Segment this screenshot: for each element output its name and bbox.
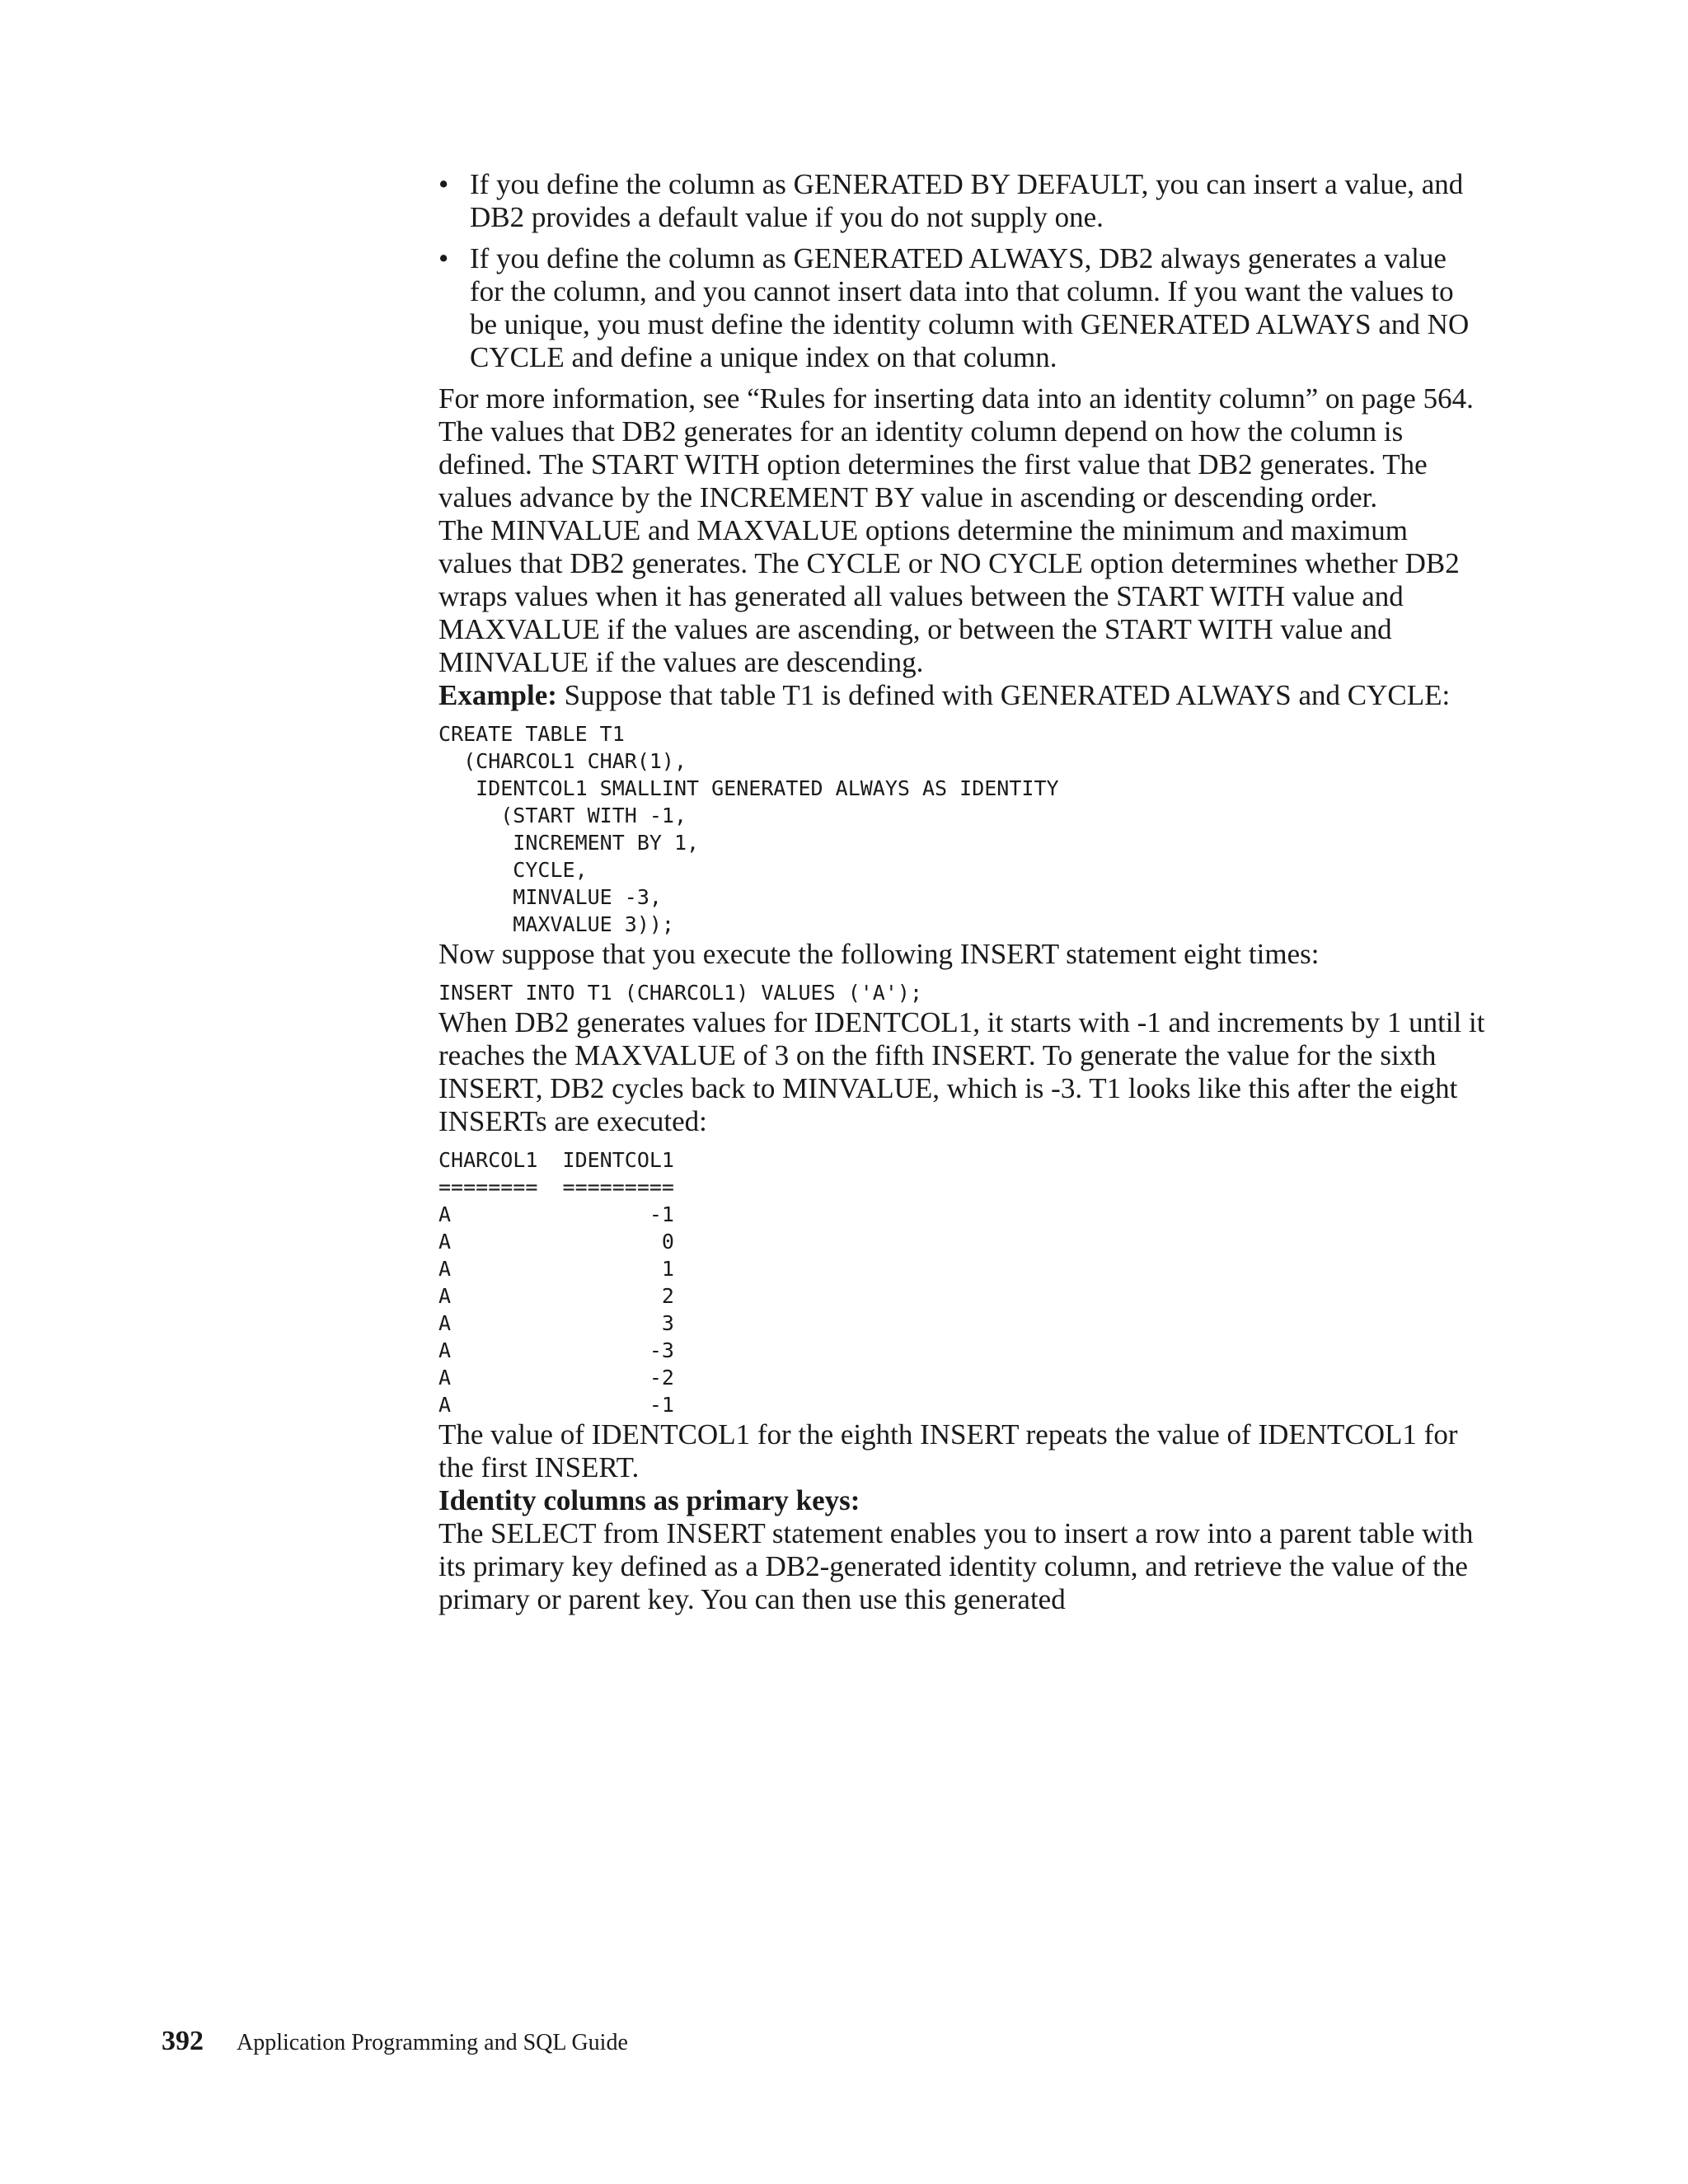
page-number: 392 bbox=[162, 2026, 204, 2056]
bullet-list bbox=[438, 168, 1485, 374]
paragraph-values-generated: The values that DB2 generates for an identity column depend on how the column is defined. The START WITH option determines the first value that DB2 generates. The values advance by the INCREMENT BY value in ascending or descending order. bbox=[438, 415, 1428, 513]
footer-book-title: Application Programming and SQL Guide bbox=[237, 2030, 628, 2055]
code-create-table: CREATE TABLE T1 (CHARCOL1 CHAR(1), IDENTCOL1 SMALLINT GENERATED ALWAYS AS IDENTITY (START WITH -1, INCREMENT BY 1, CYCLE, MINVALUE -3, MAXVALUE 3)); bbox=[438, 722, 1059, 936]
example-label: Example: bbox=[438, 679, 557, 711]
paragraph-select-from-insert: The SELECT from INSERT statement enables you to insert a row into a parent table with its primary key defined as a DB2-generated identity column, and retrieve the value of the primary or parent key. You can then use this generated bbox=[438, 1517, 1474, 1615]
heading-primary-keys: Identity columns as primary keys: bbox=[438, 1484, 860, 1516]
paragraph-when-db2: When DB2 generates values for IDENTCOL1, it starts with -1 and increments by 1 until it reaches the MAXVALUE of 3 on the fifth INSERT. To generate the value for the sixth INSERT, DB2 cycles back to MINVALUE, which is -3. T1 looks like this after the eight INSERTs are executed: bbox=[438, 1006, 1485, 1137]
page-body bbox=[438, 168, 1485, 1616]
page-footer bbox=[162, 2026, 628, 2057]
bullet-generated-by-default: • If you define the column as GENERATED BY DEFAULT, you can insert a value, and DB2 provides a default value if you do not supply one. bbox=[438, 168, 1485, 234]
paragraph-now-suppose: Now suppose that you execute the following INSERT statement eight times: bbox=[438, 938, 1320, 970]
paragraph-eighth-insert: The value of IDENTCOL1 for the eighth INSERT repeats the value of IDENTCOL1 for the first INSERT. bbox=[438, 1418, 1458, 1483]
paragraph-more-info: For more information, see “Rules for inserting data into an identity column” on page 564. bbox=[438, 382, 1474, 415]
bullet-generated-always: • If you define the column as GENERATED ALWAYS, DB2 always generates a value for the column, and you cannot insert data into that column. If you want the values to be unique, you must define the identity column with GENERATED ALWAYS and NO CYCLE and define a unique index on that column. bbox=[438, 242, 1485, 374]
example-text: Suppose that table T1 is defined with GENERATED ALWAYS and CYCLE: bbox=[556, 679, 1451, 711]
paragraph-minmax: The MINVALUE and MAXVALUE options determine the minimum and maximum values that DB2 generates. The CYCLE or NO CYCLE option determines whether DB2 wraps values when it has generated all values between the START WITH value and MAXVALUE if the values are ascending, or between the START WITH value and MINVALUE if the values are descending. bbox=[438, 514, 1460, 678]
code-insert: INSERT INTO T1 (CHARCOL1) VALUES ('A'); bbox=[438, 981, 922, 1005]
paragraph-example bbox=[438, 679, 1485, 712]
code-result-table: CHARCOL1 IDENTCOL1 ======== ========= A -1 A 0 A 1 A 2 A 3 A -3 A -2 A -1 bbox=[438, 1148, 674, 1417]
